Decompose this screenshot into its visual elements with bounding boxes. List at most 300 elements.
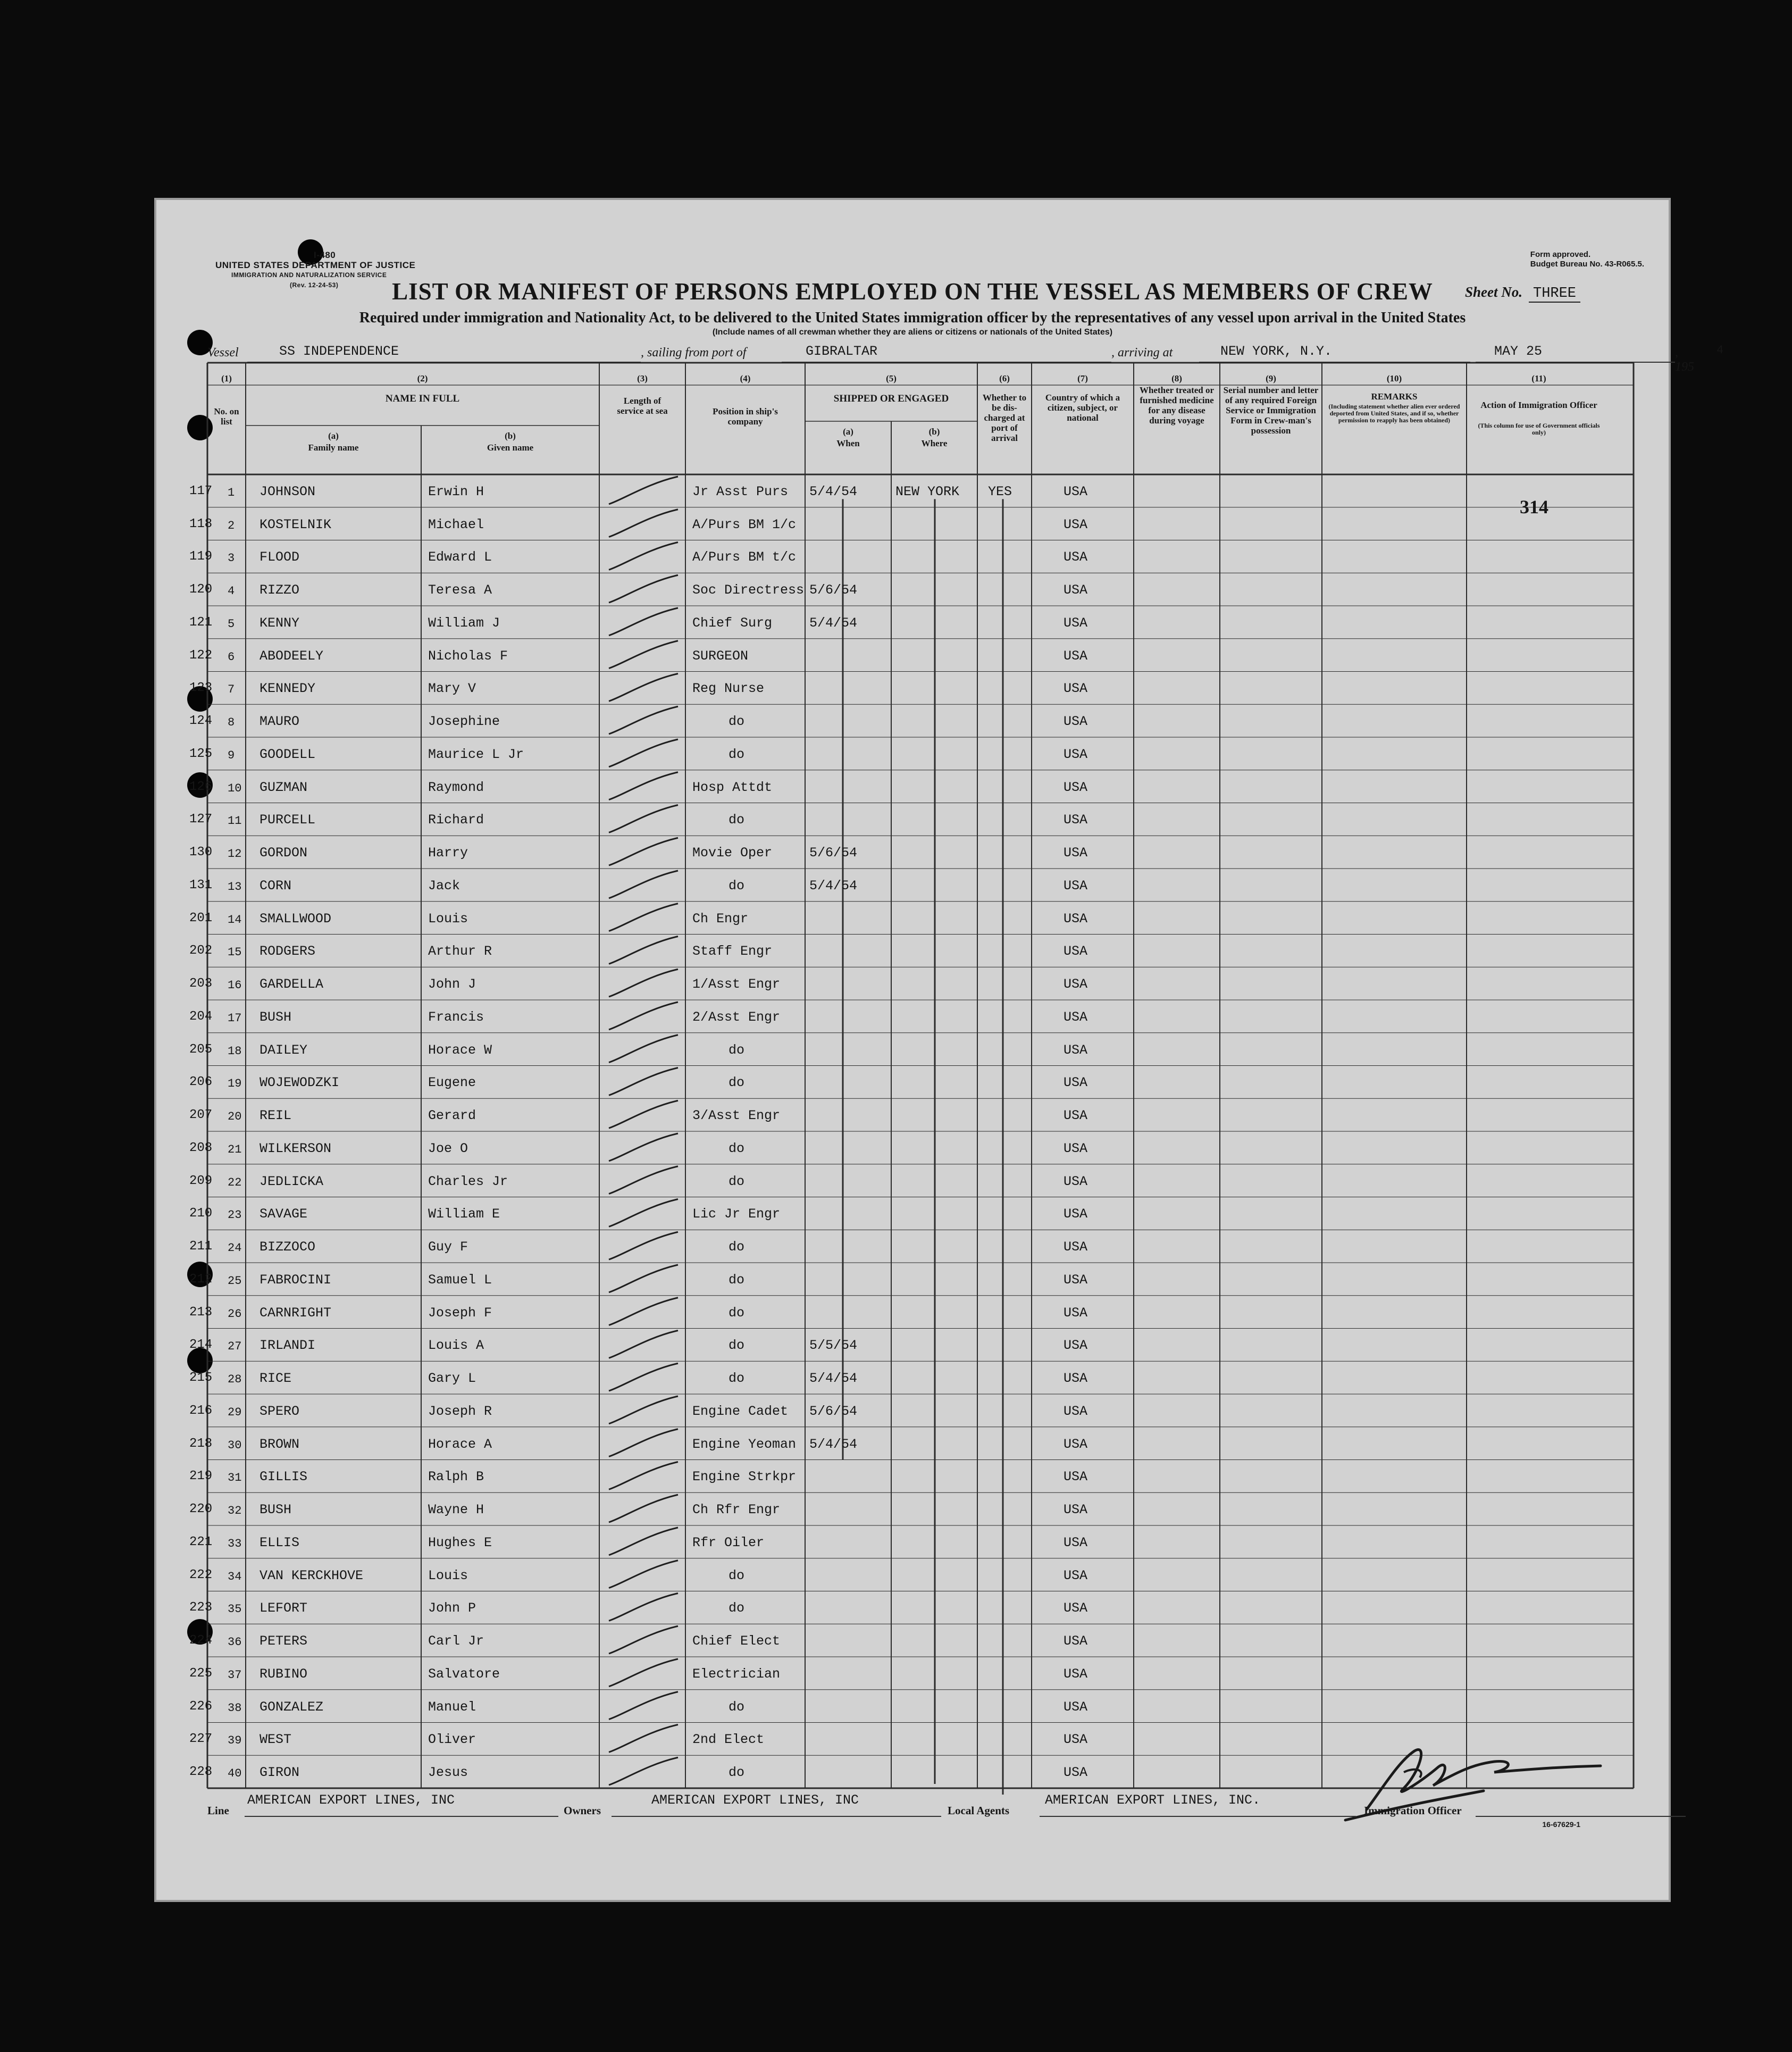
row-list-number: 22 xyxy=(228,1175,242,1189)
position-in-company: do xyxy=(728,1042,745,1058)
row-sequence-number: 212 xyxy=(189,1272,213,1287)
country-of-citizenship: USA xyxy=(1064,1699,1088,1715)
service-check-mark xyxy=(609,1133,678,1161)
family-name: JOHNSON xyxy=(259,483,316,499)
country-of-citizenship: USA xyxy=(1064,746,1088,762)
given-name: Louis xyxy=(428,1567,468,1583)
family-name: LEFORT xyxy=(259,1600,308,1616)
given-name: Wayne H xyxy=(428,1502,484,1518)
row-list-number: 8 xyxy=(228,716,235,730)
country-of-citizenship: USA xyxy=(1064,977,1088,992)
service-check-mark xyxy=(609,1659,678,1687)
position-in-company: do xyxy=(728,1567,745,1583)
col5b-title: Where xyxy=(921,438,948,448)
given-name: Joe O xyxy=(428,1140,468,1156)
row-list-number: 9 xyxy=(228,748,235,762)
row-list-number: 32 xyxy=(228,1504,242,1518)
row-list-number: 18 xyxy=(228,1044,242,1058)
col10-title: REMARKS xyxy=(1371,391,1418,402)
position-in-company: 2/Asst Engr xyxy=(692,1009,781,1025)
family-name: KOSTELNIK xyxy=(259,516,332,532)
position-in-company: Soc Directress xyxy=(692,582,805,598)
country-of-citizenship: USA xyxy=(1064,516,1088,532)
row-sequence-number: 131 xyxy=(189,878,213,892)
form-number: I-480 xyxy=(314,250,336,260)
shipped-where: NEW YORK xyxy=(895,483,960,499)
service-check-mark xyxy=(609,1692,678,1720)
position-in-company: do xyxy=(728,1371,745,1387)
immigration-officer-label: Immigration Officer xyxy=(1364,1804,1462,1817)
shipped-when: 5/6/54 xyxy=(809,845,858,861)
row-list-number: 36 xyxy=(228,1636,242,1649)
row-sequence-number: 204 xyxy=(189,1009,213,1024)
given-name: Francis xyxy=(428,1009,484,1025)
family-name: PURCELL xyxy=(259,812,316,828)
given-name: Salvatore xyxy=(428,1666,500,1682)
country-of-citizenship: USA xyxy=(1064,1371,1088,1387)
family-name: GORDON xyxy=(259,845,308,861)
country-of-citizenship: USA xyxy=(1064,812,1088,828)
given-name: Mary V xyxy=(428,681,476,697)
sailing-port: GIBRALTAR xyxy=(806,344,878,359)
country-of-citizenship: USA xyxy=(1064,549,1088,565)
service-check-mark xyxy=(609,1561,678,1588)
country-of-citizenship: USA xyxy=(1064,681,1088,697)
approval-text: Form approved. xyxy=(1530,250,1591,259)
family-name: BUSH xyxy=(259,1502,292,1518)
family-name: GIRON xyxy=(259,1765,300,1781)
year-digit: 4 xyxy=(1716,344,1724,357)
family-name: KENNEDY xyxy=(259,681,316,697)
shipped-when: 5/6/54 xyxy=(809,1403,858,1419)
given-name: John P xyxy=(428,1600,476,1616)
country-of-citizenship: USA xyxy=(1064,1108,1088,1124)
page-subtitle: Required under immigration and Nationality Act, to be delivered to the United States immigration officer by the representatives of any vessel upon arrival in the United States xyxy=(359,310,1466,326)
given-name: John J xyxy=(428,977,476,992)
position-in-company: Chief Surg xyxy=(692,615,773,631)
row-list-number: 13 xyxy=(228,880,242,894)
row-list-number: 23 xyxy=(228,1208,242,1222)
country-of-citizenship: USA xyxy=(1064,845,1088,861)
service-check-mark xyxy=(609,772,678,800)
given-name: Horace A xyxy=(428,1436,492,1452)
service-check-mark xyxy=(609,1626,678,1654)
row-sequence-number: 118 xyxy=(189,516,213,531)
shipped-when: 5/4/54 xyxy=(809,615,858,631)
family-name: BROWN xyxy=(259,1436,300,1452)
form-revision: (Rev. 12-24-53) xyxy=(290,281,339,289)
family-name: JEDLICKA xyxy=(259,1173,324,1189)
family-name: GUZMAN xyxy=(259,779,308,795)
col1-number: (1) xyxy=(221,373,232,383)
country-of-citizenship: USA xyxy=(1064,1502,1088,1518)
line-value: AMERICAN EXPORT LINES, INC xyxy=(247,1792,455,1808)
col5a-letter: (a) xyxy=(843,427,853,437)
row-sequence-number: 219 xyxy=(189,1469,213,1484)
service-check-mark xyxy=(609,1462,678,1490)
row-sequence-number: 215 xyxy=(189,1371,213,1386)
service-check-mark xyxy=(609,674,678,702)
given-name: Louis A xyxy=(428,1338,484,1354)
country-of-citizenship: USA xyxy=(1064,1633,1088,1649)
service-check-mark xyxy=(609,1199,678,1227)
row-sequence-number: 225 xyxy=(189,1666,213,1681)
country-of-citizenship: USA xyxy=(1064,1732,1088,1748)
family-name: REIL xyxy=(259,1108,292,1124)
country-of-citizenship: USA xyxy=(1064,1534,1088,1550)
col1-title: No. on list xyxy=(214,406,239,427)
service-check-mark xyxy=(609,510,678,537)
position-in-company: Staff Engr xyxy=(692,944,773,960)
row-sequence-number: 226 xyxy=(189,1699,213,1714)
shipped-when: 5/4/54 xyxy=(809,1436,858,1452)
page-title: LIST OR MANIFEST OF PERSONS EMPLOYED ON THE VESSEL AS MEMBERS OF CREW xyxy=(392,278,1433,305)
family-name: ELLIS xyxy=(259,1534,300,1550)
country-of-citizenship: USA xyxy=(1064,1140,1088,1156)
row-sequence-number: 223 xyxy=(189,1600,213,1615)
row-list-number: 38 xyxy=(228,1701,242,1715)
row-sequence-number: 130 xyxy=(189,845,213,860)
year-prefix: , 195 xyxy=(1675,346,1694,374)
given-name: Carl Jr xyxy=(428,1633,484,1649)
country-of-citizenship: USA xyxy=(1064,1305,1088,1321)
col4-title: Position in ship's company xyxy=(713,406,778,427)
family-name: VAN KERCKHOVE xyxy=(259,1567,364,1583)
row-list-number: 20 xyxy=(228,1110,242,1124)
family-name: WEST xyxy=(259,1732,292,1748)
family-name: BIZZOCO xyxy=(259,1239,316,1255)
service-check-mark xyxy=(609,1265,678,1292)
position-in-company: do xyxy=(728,746,745,762)
service-check-mark xyxy=(609,641,678,669)
col2a-letter: (a) xyxy=(328,431,339,441)
service-name: IMMIGRATION AND NATURALIZATION SERVICE xyxy=(231,271,387,279)
owners-value: AMERICAN EXPORT LINES, INC xyxy=(651,1792,859,1808)
country-of-citizenship: USA xyxy=(1064,1567,1088,1583)
family-name: SMALLWOOD xyxy=(259,911,332,927)
position-in-company: do xyxy=(728,1338,745,1354)
row-list-number: 16 xyxy=(228,979,242,992)
shipped-when: 5/6/54 xyxy=(809,582,858,598)
family-name: ABODEELY xyxy=(259,648,324,664)
row-sequence-number: 211 xyxy=(189,1239,213,1254)
family-name: DAILEY xyxy=(259,1042,308,1058)
country-of-citizenship: USA xyxy=(1064,1436,1088,1452)
col9-title: Serial number and letter of any required Foreign Service or Immigration Form in Crew-man's possession xyxy=(1223,385,1319,436)
row-list-number: 5 xyxy=(228,617,235,631)
family-name: GOODELL xyxy=(259,746,316,762)
row-list-number: 34 xyxy=(228,1570,242,1583)
given-name: William J xyxy=(428,615,500,631)
family-name: MAURO xyxy=(259,714,300,730)
row-sequence-number: 117 xyxy=(189,483,213,498)
shipped-when: 5/4/54 xyxy=(809,1371,858,1387)
position-in-company: do xyxy=(728,1173,745,1189)
position-in-company: do xyxy=(728,1765,745,1781)
row-list-number: 28 xyxy=(228,1373,242,1387)
position-in-company: Ch Rfr Engr xyxy=(692,1502,781,1518)
service-check-mark xyxy=(609,1594,678,1621)
row-list-number: 2 xyxy=(228,519,235,532)
col5-title: SHIPPED OR ENGAGED xyxy=(833,393,949,404)
row-list-number: 27 xyxy=(228,1340,242,1354)
given-name: Jack xyxy=(428,878,460,894)
family-name: RICE xyxy=(259,1371,292,1387)
position-in-company: 3/Asst Engr xyxy=(692,1108,781,1124)
family-name: GILLIS xyxy=(259,1469,308,1485)
country-of-citizenship: USA xyxy=(1064,1239,1088,1255)
row-sequence-number: 121 xyxy=(189,615,213,630)
row-list-number: 37 xyxy=(228,1668,242,1682)
row-sequence-number: 220 xyxy=(189,1502,213,1517)
given-name: Richard xyxy=(428,812,484,828)
position-in-company: A/Purs BM 1/c xyxy=(692,516,797,532)
country-of-citizenship: USA xyxy=(1064,1075,1088,1091)
col2b-title: Given name xyxy=(487,443,534,453)
given-name: Michael xyxy=(428,516,484,532)
position-in-company: do xyxy=(728,878,745,894)
service-check-mark xyxy=(609,1396,678,1424)
service-check-mark xyxy=(609,1068,678,1096)
given-name: Jesus xyxy=(428,1765,468,1781)
service-check-mark xyxy=(609,1100,678,1128)
country-of-citizenship: USA xyxy=(1064,648,1088,664)
col6-number: (6) xyxy=(999,373,1010,383)
service-check-mark xyxy=(609,1035,678,1063)
row-list-number: 25 xyxy=(228,1274,242,1288)
row-sequence-number: 125 xyxy=(189,746,213,761)
print-code: 16-67629-1 xyxy=(1542,1820,1580,1829)
position-in-company: Ch Engr xyxy=(692,911,749,927)
arriving-label: , arriving at xyxy=(1111,346,1173,360)
row-list-number: 12 xyxy=(228,847,242,861)
family-name: GARDELLA xyxy=(259,977,324,992)
shipped-when: 5/4/54 xyxy=(809,878,858,894)
col3-number: (3) xyxy=(637,373,648,383)
shipped-when: 5/5/54 xyxy=(809,1338,858,1354)
manifest-table-grid xyxy=(154,198,1671,1902)
position-in-company: Movie Oper xyxy=(692,845,773,861)
row-list-number: 33 xyxy=(228,1537,242,1550)
arrival-date: MAY 25 xyxy=(1494,344,1543,359)
row-sequence-number: 208 xyxy=(189,1140,213,1155)
manifest-sheet xyxy=(154,198,1724,1902)
given-name: Eugene xyxy=(428,1075,476,1091)
service-check-mark xyxy=(609,1002,678,1030)
family-name: SPERO xyxy=(259,1403,300,1419)
country-of-citizenship: USA xyxy=(1064,1272,1088,1288)
service-check-mark xyxy=(609,1166,678,1194)
position-in-company: Reg Nurse xyxy=(692,681,765,697)
country-of-citizenship: USA xyxy=(1064,779,1088,795)
family-name: WOJEWODZKI xyxy=(259,1075,340,1091)
given-name: Guy F xyxy=(428,1239,468,1255)
col11-number: (11) xyxy=(1531,373,1546,383)
given-name: Oliver xyxy=(428,1732,476,1748)
shipped-when: 5/4/54 xyxy=(809,483,858,499)
local-agents-label: Local Agents xyxy=(948,1804,1010,1817)
col3-title: Length of service at sea xyxy=(617,396,668,416)
country-of-citizenship: USA xyxy=(1064,1403,1088,1419)
service-check-mark xyxy=(609,1528,678,1555)
country-of-citizenship: USA xyxy=(1064,1600,1088,1616)
country-of-citizenship: USA xyxy=(1064,1206,1088,1222)
given-name: Arthur R xyxy=(428,944,492,960)
position-in-company: Engine Yeoman xyxy=(692,1436,797,1452)
given-name: Gerard xyxy=(428,1108,476,1124)
col2b-letter: (b) xyxy=(505,431,516,441)
row-sequence-number: 127 xyxy=(189,812,213,827)
sheet-number-value: THREE xyxy=(1529,286,1580,303)
vessel-label: Vessel xyxy=(207,346,239,360)
row-list-number: 1 xyxy=(228,486,235,499)
col7-title: Country of which a citizen, subject, or national xyxy=(1045,393,1120,423)
position-in-company: Electrician xyxy=(692,1666,781,1682)
col2-number: (2) xyxy=(417,373,428,383)
row-list-number: 35 xyxy=(228,1603,242,1616)
service-check-mark xyxy=(609,706,678,734)
position-in-company: Engine Cadet xyxy=(692,1403,789,1419)
family-name: SAVAGE xyxy=(259,1206,308,1222)
row-sequence-number: 228 xyxy=(189,1765,213,1780)
given-name: Erwin H xyxy=(428,483,484,499)
row-sequence-number: 221 xyxy=(189,1534,213,1549)
col5a-title: When xyxy=(836,438,860,448)
position-in-company: do xyxy=(728,1075,745,1091)
given-name: Louis xyxy=(428,911,468,927)
row-list-number: 3 xyxy=(228,552,235,565)
service-check-mark xyxy=(609,904,678,931)
family-name: IRLANDI xyxy=(259,1338,316,1354)
country-of-citizenship: USA xyxy=(1064,911,1088,927)
service-check-mark xyxy=(609,1757,678,1785)
port-label: , sailing from port of xyxy=(641,346,747,360)
given-name: Ralph B xyxy=(428,1469,484,1485)
given-name: Manuel xyxy=(428,1699,476,1715)
col6-title: Whether to be dis-charged at port of arrival xyxy=(982,393,1027,443)
service-check-mark xyxy=(609,937,678,964)
given-name: Josephine xyxy=(428,714,500,730)
row-list-number: 11 xyxy=(228,814,242,828)
given-name: Hughes E xyxy=(428,1534,492,1550)
row-list-number: 7 xyxy=(228,683,235,697)
row-sequence-number: 222 xyxy=(189,1567,213,1582)
position-in-company: 2nd Elect xyxy=(692,1732,765,1748)
budget-bureau-number: Budget Bureau No. 43-R065.5. xyxy=(1530,260,1644,269)
row-sequence-number: 227 xyxy=(189,1732,213,1747)
row-list-number: 31 xyxy=(228,1471,242,1485)
row-sequence-number: 126 xyxy=(189,779,213,794)
country-of-citizenship: USA xyxy=(1064,1173,1088,1189)
given-name: Joseph F xyxy=(428,1305,492,1321)
given-name: Maurice L Jr xyxy=(428,746,524,762)
given-name: Harry xyxy=(428,845,468,861)
position-in-company: do xyxy=(728,1699,745,1715)
row-sequence-number: 207 xyxy=(189,1108,213,1123)
service-check-mark xyxy=(609,1331,678,1358)
local-agents-value: AMERICAN EXPORT LINES, INC. xyxy=(1045,1792,1261,1808)
service-check-mark xyxy=(609,871,678,898)
row-sequence-number: 123 xyxy=(189,681,213,696)
service-check-mark xyxy=(609,805,678,833)
row-list-number: 14 xyxy=(228,913,242,927)
service-check-mark xyxy=(609,477,678,504)
row-sequence-number: 201 xyxy=(189,911,213,925)
service-check-mark xyxy=(609,1232,678,1259)
row-list-number: 6 xyxy=(228,650,235,664)
position-in-company: do xyxy=(728,1305,745,1321)
row-list-number: 19 xyxy=(228,1077,242,1091)
given-name: Samuel L xyxy=(428,1272,492,1288)
col5-number: (5) xyxy=(886,373,897,383)
line-label: Line xyxy=(207,1804,229,1817)
country-of-citizenship: USA xyxy=(1064,1042,1088,1058)
row-sequence-number: 206 xyxy=(189,1075,213,1090)
row-list-number: 10 xyxy=(228,781,242,795)
family-name: GONZALEZ xyxy=(259,1699,324,1715)
family-name: KENNY xyxy=(259,615,300,631)
position-in-company: do xyxy=(728,714,745,730)
row-sequence-number: 120 xyxy=(189,582,213,597)
col10-number: (10) xyxy=(1386,373,1402,383)
family-name: RIZZO xyxy=(259,582,300,598)
instruction-note: (Include names of all crewman whether they are aliens or citizens or nationals of the United States) xyxy=(712,328,1113,337)
position-in-company: Lic Jr Engr xyxy=(692,1206,781,1222)
row-sequence-number: 209 xyxy=(189,1173,213,1188)
service-check-mark xyxy=(609,739,678,767)
country-of-citizenship: USA xyxy=(1064,1338,1088,1354)
col2-title: NAME IN FULL xyxy=(385,393,460,404)
given-name: Gary L xyxy=(428,1371,476,1387)
service-check-mark xyxy=(609,608,678,636)
col9-number: (9) xyxy=(1266,373,1276,383)
row-list-number: 4 xyxy=(228,585,235,598)
row-list-number: 15 xyxy=(228,946,242,960)
country-of-citizenship: USA xyxy=(1064,1765,1088,1781)
row-sequence-number: 214 xyxy=(189,1338,213,1353)
position-in-company: do xyxy=(728,1600,745,1616)
position-in-company: do xyxy=(728,1239,745,1255)
position-in-company: do xyxy=(728,1140,745,1156)
country-of-citizenship: USA xyxy=(1064,483,1088,499)
row-sequence-number: 202 xyxy=(189,944,213,958)
position-in-company: Rfr Oiler xyxy=(692,1534,765,1550)
given-name: William E xyxy=(428,1206,500,1222)
service-check-mark xyxy=(609,1429,678,1457)
department-name: UNITED STATES DEPARTMENT OF JUSTICE xyxy=(215,260,416,270)
row-list-number: 29 xyxy=(228,1405,242,1419)
row-list-number: 40 xyxy=(228,1767,242,1781)
family-name: BUSH xyxy=(259,1009,292,1025)
row-list-number: 21 xyxy=(228,1142,242,1156)
row-sequence-number: 122 xyxy=(189,648,213,663)
family-name: PETERS xyxy=(259,1633,308,1649)
arrival-port: NEW YORK, N.Y. xyxy=(1220,344,1333,359)
position-in-company: 1/Asst Engr xyxy=(692,977,781,992)
service-check-mark xyxy=(609,1363,678,1391)
row-sequence-number: 124 xyxy=(189,714,213,729)
row-sequence-number: 119 xyxy=(189,549,213,564)
row-sequence-number: 213 xyxy=(189,1305,213,1320)
col2a-title: Family name xyxy=(308,443,359,453)
row-list-number: 17 xyxy=(228,1011,242,1025)
col11-title: Action of Immigration Officer xyxy=(1480,400,1597,410)
row-sequence-number: 210 xyxy=(189,1206,213,1221)
row-sequence-number: 224 xyxy=(189,1633,213,1648)
col4-number: (4) xyxy=(740,373,751,383)
service-check-mark xyxy=(609,575,678,603)
service-check-mark xyxy=(609,838,678,865)
